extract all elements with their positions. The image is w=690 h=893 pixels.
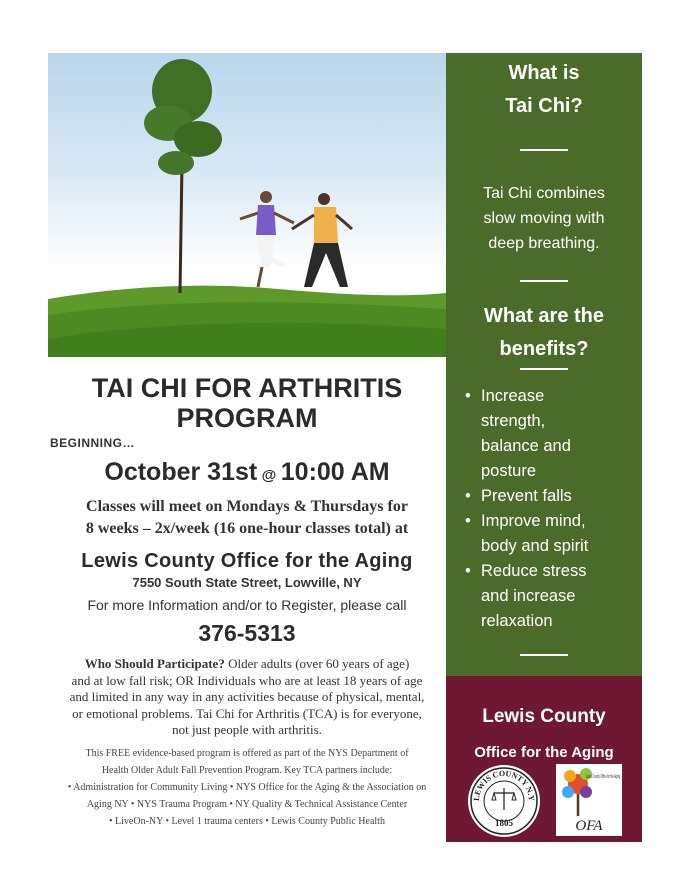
tai-chi-desc-line1: Tai Chi combines [483, 185, 605, 202]
ofa-logo-icon [556, 764, 622, 836]
who-line4: or emotional problems. Tai Chi for Arthritis (TCA) is for everyone, [72, 705, 422, 721]
office-address: 7550 South State Street, Lowville, NY [132, 575, 362, 590]
start-time: 10:00 AM [280, 458, 390, 486]
who-should-participate [48, 656, 446, 739]
tai-chi-illustration [48, 53, 446, 357]
benefits-list [446, 384, 642, 634]
who-line3: and limited in any way in any activities because of physical, mental, [69, 689, 425, 704]
hero-photo [48, 53, 446, 357]
start-day: October 31st [104, 458, 258, 486]
benefits-heading-line2: benefits? [499, 338, 589, 360]
office-name: Lewis County Office for the Aging [81, 550, 413, 572]
divider [520, 654, 568, 656]
fine-line4: Aging NY • NYS Trauma Program • NY Quality & Technical Assistance Center [86, 799, 408, 810]
ofa-letters: OFA [575, 818, 603, 834]
benefit-item [446, 509, 642, 559]
benefit-text: strength, [481, 412, 546, 430]
seal-year: 1805 [495, 818, 513, 828]
organization-panel [446, 676, 642, 842]
what-is-heading-line1: What is [508, 62, 580, 84]
org-name-line1: Lewis County [482, 706, 606, 727]
schedule-line1: Classes will meet on Mondays & Thursdays for [86, 498, 408, 515]
schedule-text [48, 496, 446, 540]
sidebar-info-panel [446, 53, 642, 676]
fine-line3: • Administration for Community Living • NYS Office for the Aging & the Association on [67, 782, 427, 793]
ofa-caption: Lewis County Office for the Aging [586, 774, 621, 780]
schedule-line2: 8 weeks – 2x/week (16 one-hour classes total) at [85, 520, 409, 537]
beginning-label: BEGINNING… [50, 436, 136, 450]
start-date [48, 458, 446, 487]
who-line2: and at low fall risk; OR Individuals who are at least 18 years of age [71, 672, 423, 688]
who-label: Who Should Participate? [84, 656, 225, 671]
tai-chi-desc-line2: slow moving with [483, 210, 605, 227]
who-line1: Older adults (over 60 years of age) [224, 656, 410, 671]
fine-line5: • LiveOn-NY • Level 1 trauma centers • Lewis County Public Health [109, 816, 385, 827]
benefit-text: • Increase [481, 387, 545, 405]
benefit-item [446, 559, 642, 634]
at-symbol: @ [261, 467, 277, 484]
benefit-text: posture [481, 462, 537, 480]
benefit-text: relaxation [481, 612, 553, 630]
benefit-text: and increase [481, 587, 576, 605]
benefit-text: balance and [481, 437, 571, 455]
fine-line2: Health Older Adult Fall Prevention Program. Key TCA partners include: [101, 765, 393, 776]
what-is-heading-line2: Tai Chi? [505, 95, 583, 117]
phone-number: 376-5313 [198, 620, 296, 646]
tai-chi-desc-line3: deep breathing. [488, 235, 600, 252]
program-title-line1: TAI CHI FOR ARTHRITIS [91, 373, 403, 403]
program-title-line2: PROGRAM [176, 403, 318, 433]
county-seal-icon [467, 764, 541, 838]
fine-line1: This FREE evidence-based program is offered as part of the NYS Department of [85, 748, 409, 759]
seal-text: LEWIS COUNTY N.Y [471, 768, 537, 802]
benefit-text: • Reduce stress [481, 562, 587, 580]
benefit-text: • Improve mind, [481, 512, 586, 530]
org-name-line2: Office for the Aging [474, 744, 614, 761]
fine-print [48, 745, 446, 830]
benefit-item [446, 484, 642, 509]
benefit-text: • Prevent falls [481, 487, 572, 505]
register-text: For more Information and/or to Register, please call [87, 597, 407, 613]
benefit-item [446, 384, 642, 484]
who-line5: not just people with arthritis. [172, 722, 322, 737]
benefit-text: body and spirit [481, 537, 589, 555]
benefits-heading-line1: What are the [483, 305, 605, 327]
